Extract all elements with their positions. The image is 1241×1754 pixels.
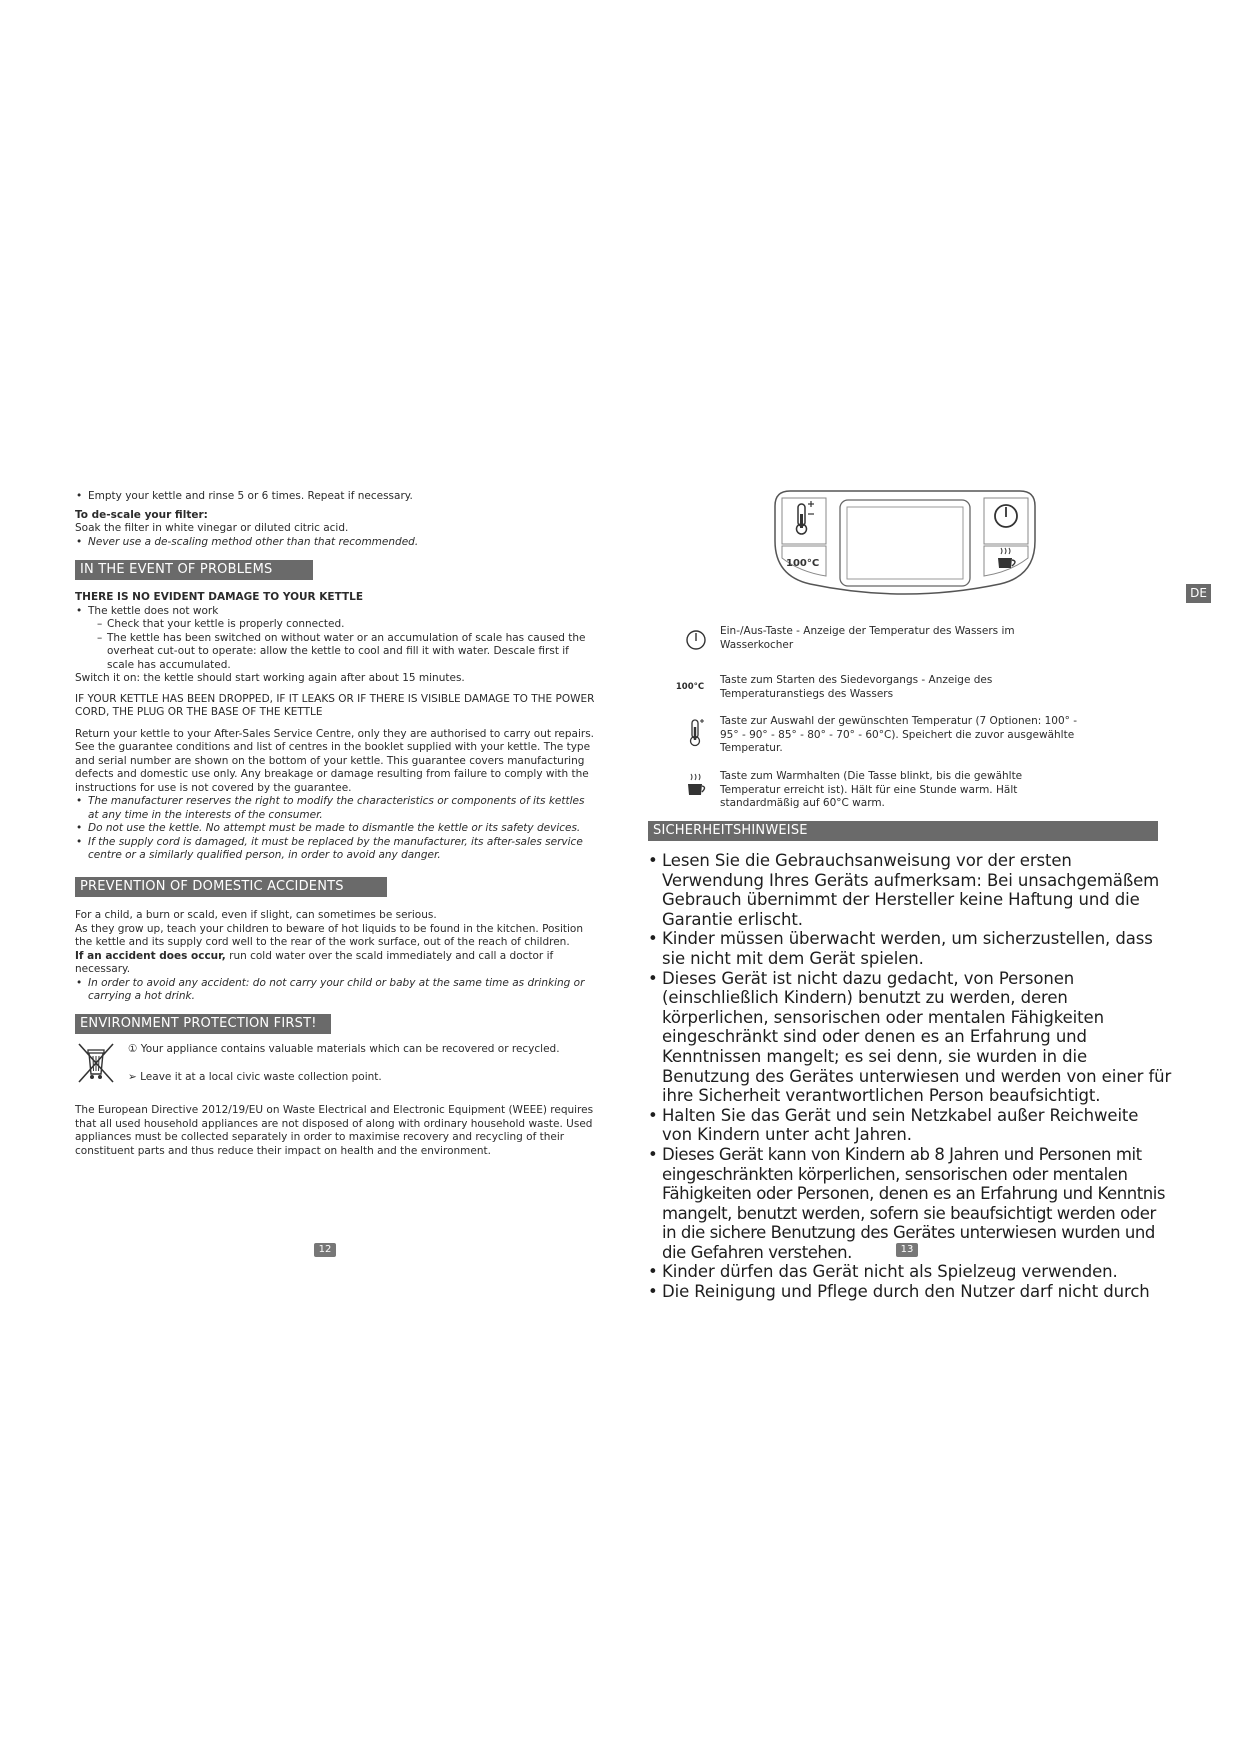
legend-power — [720, 625, 1080, 652]
prevention-header: PREVENTION OF DOMESTIC ACCIDENTS — [75, 877, 387, 897]
control-panel-diagram — [770, 486, 1040, 604]
arrow-icon: ➢ — [128, 1071, 141, 1083]
dropped-heading: IF YOUR KETTLE HAS BEEN DROPPED, IF IT LEAKS OR IF THERE IS VISIBLE DAMAGE TO THE POWER CORD, THE PLUG OR THE BASE OF THE KETTLE — [75, 692, 595, 718]
thermometer-icon — [686, 717, 706, 747]
left-page — [0, 0, 620, 1754]
prevention-p2: As they grow up, teach your children to beware of hot liquids to be found in the kitchen. Position the kettle and its supply cord well to the rear of the work surface, out of the reach of children. — [75, 922, 583, 948]
legend-power-text: Ein-/Aus-Taste - Anzeige der Temperatur des Wassers im Wasserkocher — [720, 625, 1015, 651]
intro-section — [75, 490, 595, 549]
prevention-p3-bold: If an accident does occur, — [75, 949, 226, 962]
language-tab-de: DE — [1186, 584, 1211, 603]
environment-line-1-text: Your appliance contains valuable materials which can be recovered or recycled. — [140, 1043, 560, 1055]
legend-keep-warm-text: Taste zum Warmhalten (Die Tasse blinkt, bis die gewählte Temperatur erreicht ist). Hält für eine Stunde warm. Hält standardmäßig auf 60°C warm. — [720, 770, 1023, 809]
safety-bullet-7: • Die Reinigung und Pflege durch den Nutzer darf nicht durch — [648, 1282, 1173, 1302]
problems-section — [75, 591, 595, 863]
problems-dash-2: – The kettle has been switched on without water or an accumulation of scale has caused the overheat cut-out to operate: allow the kettle to cool and fill it with water. Descale first if scale has accumulated. — [97, 632, 595, 673]
safety-bullet-5: • Dieses Gerät kann von Kindern ab 8 Jahren und Personen mit eingeschränkten körperlichen, sensorischen oder mentalen Fähigkeiten oder Personen, denen es an Erfahrung und Kenntnis mangelt, benutzt werden, sofern sie beaufsichtigt werden oder in die sichere Benutzung des Gerätes unterwiesen wurden und die Gefahren verstehen. — [648, 1145, 1173, 1263]
environment-line-2-text: Leave it at a local civic waste collection point. — [140, 1071, 382, 1083]
legend-boil — [675, 674, 1080, 701]
legend-thermometer-text: Taste zur Auswahl der gewünschten Temperatur (7 Optionen: 100° - 95° - 90° - 85° - 80° - 70° - 60°C). Speichert die zuvor ausgewählte Temperatur. — [720, 715, 1078, 754]
safety-header: SICHERHEITSHINWEISE — [648, 821, 1158, 841]
directive-text: The European Directive 2012/19/EU on Waste Electrical and Electronic Equipment (WEEE) requires that all used household appliances are not disposed of along with ordinary household waste. Used appliances must be collected separately in order to maximise recovery and recycling of their constituent parts and thus reduce their impact on health and the environment. — [75, 1104, 594, 1157]
page-number-left: 12 — [314, 1243, 336, 1257]
safety-bullet-3: • Dieses Gerät ist nicht dazu gedacht, von Personen (einschließlich Kindern) benutzt zu werden, deren körperlichen, sensorischen oder mentalen Fähigkeiten eingeschränkt sind oder denen es an Erfahrung und Kenntnissen mangelt; es sei denn, sie wurden in die Benutzung des Gerätes unterwiesen und werden von einer für ihre Sicherheit verantwortlichen Person beaufsichtigt. — [648, 969, 1173, 1106]
switch-on-text: Switch it on: the kettle should start working again after about 15 minutes. — [75, 672, 465, 684]
problems-italic-bullet-3: • If the supply cord is damaged, it must be replaced by the manufacturer, its after-sales service centre or a similarly qualified person, in order to avoid any danger. — [75, 836, 595, 863]
problems-italic-bullet-1: • The manufacturer reserves the right to modify the characteristics or components of its kettles at any time in the interests of the consumer. — [75, 795, 595, 822]
safety-bullet-4: • Halten Sie das Gerät und sein Netzkabel außer Reichweite von Kindern unter acht Jahren. — [648, 1106, 1173, 1145]
descale-bullet: • Never use a de-scaling method other than that recommended. — [75, 536, 595, 550]
problems-bullet: • The kettle does not work — [75, 605, 595, 619]
environment-header: ENVIRONMENT PROTECTION FIRST! — [75, 1014, 331, 1034]
prevention-section — [75, 909, 595, 1004]
problems-header: IN THE EVENT OF PROBLEMS — [75, 560, 313, 580]
problems-subheading: THERE IS NO EVIDENT DAMAGE TO YOUR KETTLE — [75, 591, 363, 603]
right-page — [620, 0, 1241, 1754]
legend-keep-warm — [720, 770, 1080, 811]
legend-boil-text: Taste zum Starten des Siedevorgangs - Anzeige des Temperaturanstiegs des Wassers — [720, 674, 993, 700]
crossed-bin-icon — [75, 1041, 117, 1085]
environment-line-2 — [128, 1071, 598, 1085]
safety-list — [648, 851, 1173, 1302]
environment-line-1 — [128, 1043, 598, 1057]
prevention-p3 — [75, 950, 595, 977]
descale-heading: To de-scale your filter: — [75, 508, 208, 521]
prevention-italic-bullet: • In order to avoid any accident: do not carry your child or baby at the same time as drinking or carrying a hot drink. — [75, 977, 595, 1004]
boil-100-icon: 100°C — [675, 682, 705, 692]
page-number-right: 13 — [896, 1243, 918, 1257]
descale-text: Soak the filter in white vinegar or diluted citric acid. — [75, 522, 349, 534]
keep-warm-cup-icon — [685, 772, 707, 798]
return-text: Return your kettle to your After-Sales Service Centre, only they are authorised to carry out repairs. See the guarantee conditions and list of centres in the booklet supplied with your kettle. The type and serial number are shown on the bottom of your kettle. This guarantee covers manufacturing defects and domestic use only. Any breakage or damage resulting from failure to comply with the instructions for use is not covered by the guarantee. — [75, 727, 595, 794]
legend-thermometer — [720, 715, 1080, 756]
problems-dash-1: – Check that your kettle is properly connected. — [97, 618, 595, 632]
problems-italic-bullet-2: • Do not use the kettle. No attempt must be made to dismantle the kettle or its safety devices. — [75, 822, 595, 836]
prevention-p3-rest: run cold water over the scald immediately and call a doctor if necessary. — [75, 949, 554, 975]
safety-bullet-2: • Kinder müssen überwacht werden, um sicherzustellen, dass sie nicht mit dem Gerät spielen. — [648, 929, 1173, 968]
intro-bullet: • Empty your kettle and rinse 5 or 6 times. Repeat if necessary. — [75, 490, 595, 504]
panel-100-label: 100°C — [786, 558, 820, 569]
recycle-icon: ① — [128, 1043, 141, 1055]
power-icon — [685, 629, 707, 651]
safety-bullet-1: • Lesen Sie die Gebrauchsanweisung vor der ersten Verwendung Ihres Geräts aufmerksam: Bei unsachgemäßem Gebrauch übernimmt der Hersteller keine Haftung und die Garantie erlischt. — [648, 851, 1173, 929]
prevention-p1: For a child, a burn or scald, even if slight, can sometimes be serious. — [75, 909, 437, 921]
safety-bullet-6: • Kinder dürfen das Gerät nicht als Spielzeug verwenden. — [648, 1262, 1173, 1282]
